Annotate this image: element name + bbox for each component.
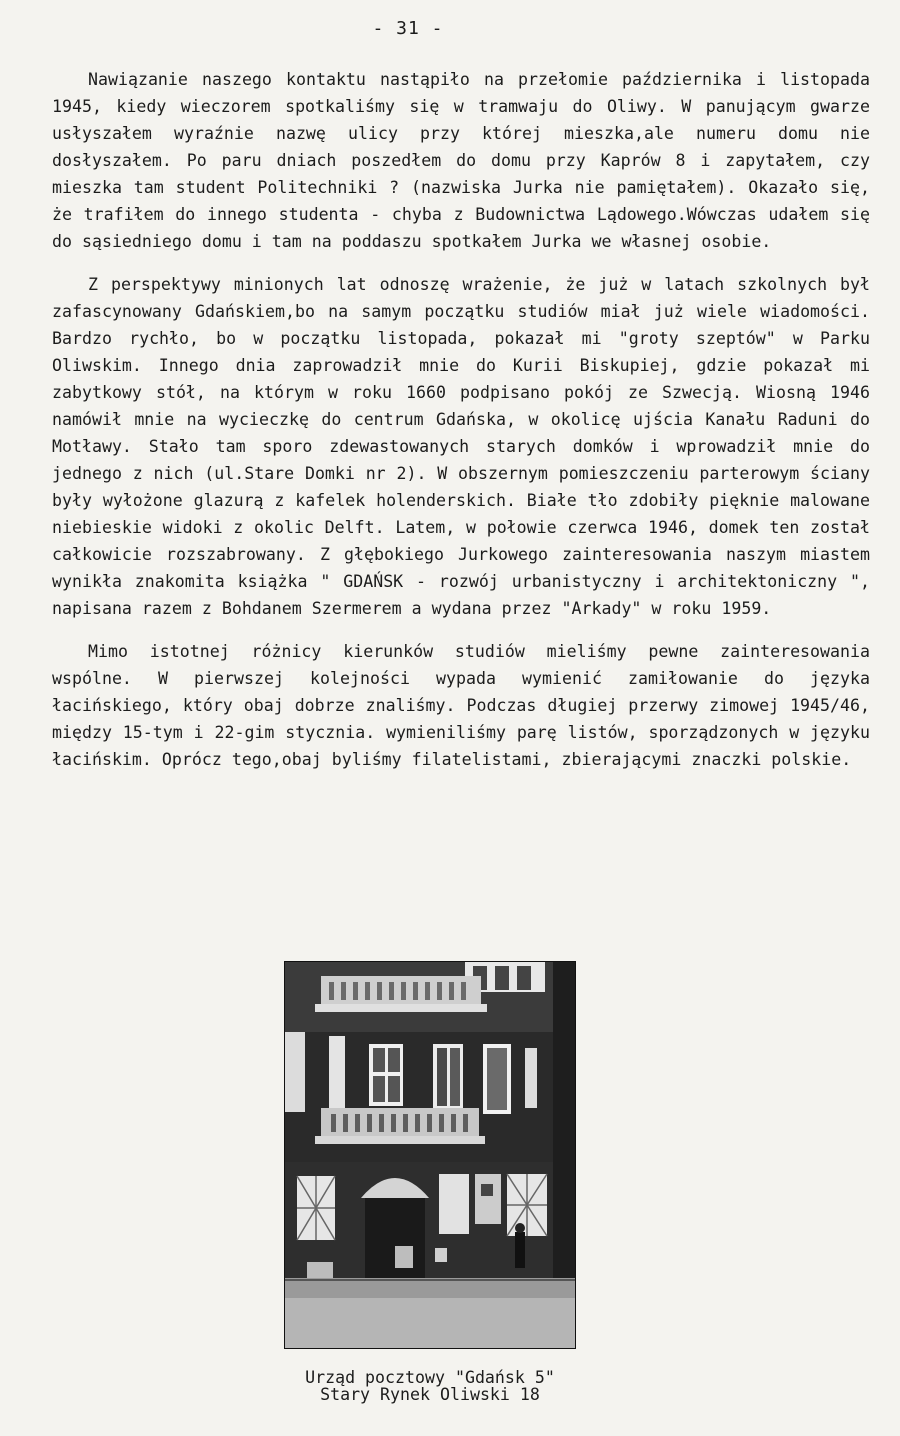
paragraph-common-interests: Mimo istotnej różnicy kierunków studiów mieliśmy pewne zainteresowania wspólne. W pierwszej kolejności wypada wymienić zamiłowanie do języka łacińskiego, który obaj dobrze znaliśmy. Podczas długiej przerwy zimowej 1945/46, między 15-tym i 22-gim stycznia. wymieniliśmy parę listów, sporządzonych w języku łacińskim. Oprócz tego,obaj byliśmy filatelistami, zbierającymi znaczki polskie. xyxy=(52,642,870,769)
body-text xyxy=(52,66,870,789)
paragraph-gdansk-interest: Z perspektywy minionych lat odnoszę wrażenie, że już w latach szkolnych był zafascynowany Gdańskiem,bo na samym początku studiów miał już wiele wiadomości. Bardzo rychło, bo w początku listopada, pokazał mi "groty szeptów" w Parku Oliwskim. Innego dnia zaprowadził mnie do Kurii Biskupiej, gdzie pokazał mi zabytkowy stół, na którym w roku 1660 podpisano pokój ze Szwecją. Wiosną 1946 namówił mnie na wycieczkę do centrum Gdańska, w okolicę ujścia Kanału Raduni do Motławy. Stało tam sporo zdewastowanych starych domków i wprowadził mnie do jednego z nich (ul.Stare Domki nr 2). W obszernym pomieszczeniu parterowym ściany były wyłożone glazurą z kafelek holenderskich. Białe tło zdobiły pięknie malowane niebieskie widoki z okolic Delft. Latem, w połowie czerwca 1946, domek ten został całkowicie rozszabrowany. Z głębokiego Jurkowego zainteresowania naszym miastem wynikła znakomita książka " GDAŃSK - rozwój urbanistyczny i architektoniczny ", napisana razem z Bohdanem Szermerem a wydana przez "Arkady" w roku 1959. xyxy=(52,275,870,618)
paragraph-contact: Nawiązanie naszego kontaktu nastąpiło na przełomie października i listopada 1945, kiedy wieczorem spotkaliśmy się w tramwaju do Oliwy. W panującym gwarze usłyszałem wyraźnie nazwę ulicy przy której mieszka,ale numeru domu nie dosłyszałem. Po paru dniach poszedłem do domu przy Kaprów 8 i zapytałem, czy mieszka tam student Politechniki ? (nazwiska Jurka nie pamiętałem). Okazało się, że trafiłem do innego studenta - chyba z Budownictwa Lądowego.Wówczas udałem się do sąsiedniego domu i tam na poddaszu spotkałem Jurka we własnej osobie. xyxy=(52,70,870,251)
page-number: - 31 - xyxy=(372,18,444,39)
caption-line-1: Urząd pocztowy "Gdańsk 5" xyxy=(305,1368,555,1387)
building-facade-image xyxy=(285,962,575,1348)
caption-line-2: Stary Rynek Oliwski 18 xyxy=(320,1385,540,1404)
photo-caption xyxy=(200,1369,660,1403)
post-office-photo xyxy=(284,961,576,1349)
